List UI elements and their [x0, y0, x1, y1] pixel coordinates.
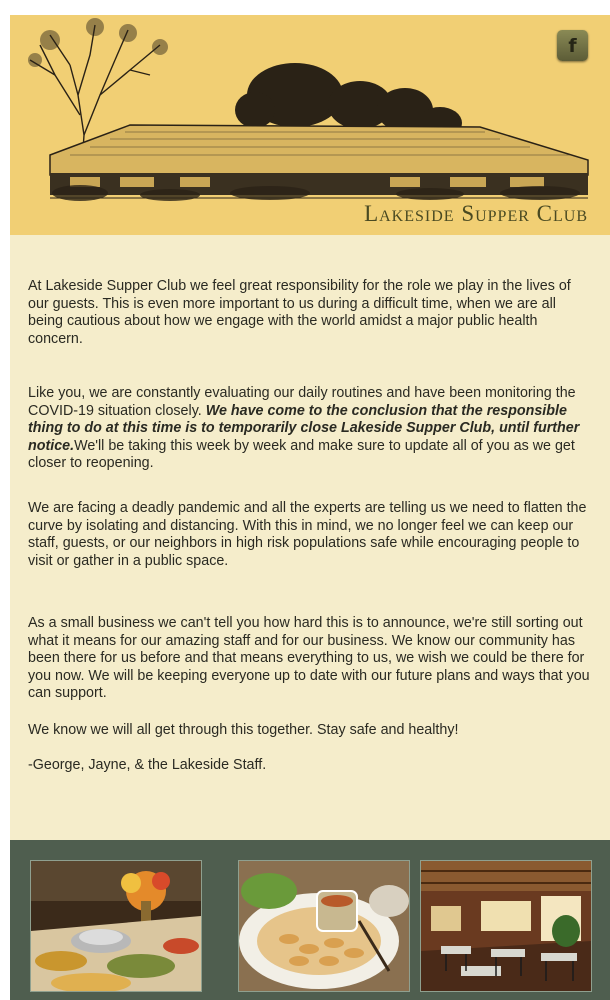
dining-room-photo: [420, 860, 592, 992]
signature: -George, Jayne, & the Lakeside Staff.: [28, 757, 267, 773]
facebook-icon[interactable]: [557, 30, 588, 61]
announcement-body: [10, 235, 610, 840]
buffet-photo: [30, 860, 202, 992]
paragraph-stay-safe: We know we will all get through this together. Stay safe and healthy!: [28, 722, 459, 738]
header-banner: [10, 15, 610, 235]
closure-update: We'll be taking this week by week and make sure to update all of you as we get closer to reopening.: [28, 437, 575, 472]
paragraph-responsibility: At Lakeside Supper Club we feel great responsibility for the role we play in the lives of our guests. This is even more important to us during a difficult time, when we are all being cautious about how we engage with the world amidst a major public health concern.: [28, 278, 571, 347]
closure-notice: We have come to the conclusion that the responsible thing to do at this time is to temporarily close Lakeside Supper Club, until further notice.: [28, 402, 580, 454]
photo-footer: [10, 840, 610, 1000]
closure-intro: Like you, we are constantly evaluating our daily routines and have been monitoring the COVID-19 situation closely.: [28, 385, 576, 419]
appetizer-platter-photo: [238, 860, 410, 992]
facebook-glyph: f: [568, 34, 577, 57]
paragraph-small-business: As a small business we can't tell you how hard this is to announce, we're still sorting out what it means for our amazing staff and for our business. We know our community has been there for us before and that means everything to us, we wish we could be there for you now. We will be keeping everyone up to date with our future plans and ways that you can support.: [28, 615, 590, 702]
email-page: [10, 15, 610, 1000]
brand-title: Lakeside Supper Club: [364, 201, 588, 226]
paragraph-pandemic: We are facing a deadly pandemic and all the experts are telling us we need to flatten the curve by isolating and distancing. With this in mind, we no longer feel we can keep our staff, guests, or our neighbors in high risk populations safe while encouraging people to visit or gather in a public space.: [28, 500, 587, 569]
paragraph-closure: [28, 385, 593, 473]
